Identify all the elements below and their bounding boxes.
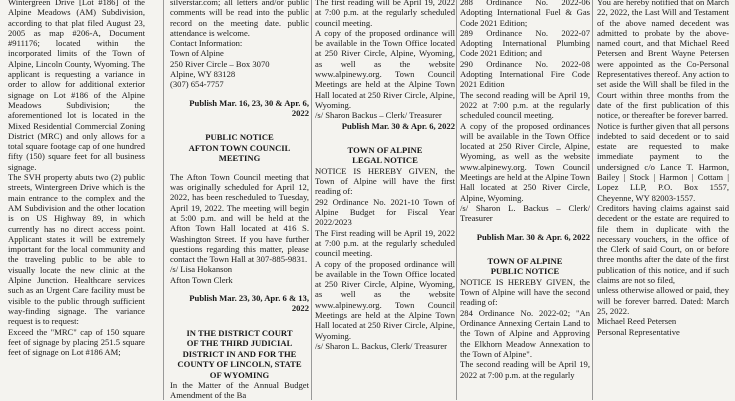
notice-text: NOTICE IS HEREBY GIVEN, the Town of Alpine will have the second reading of: bbox=[460, 276, 590, 308]
notice-text: A copy of the proposed ordinance will be available in the Town Office located at 250 River Circle, Alpine, Wyoming, as well as the website www.alpinewy.org. Town Council Meetings are held at the Alpine Town Hall located at 250 River Circle, Alpine, Wyoming. bbox=[315, 27, 455, 110]
notice-heading: OF THE THIRD JUDICIAL bbox=[186, 338, 293, 349]
signature-line: Personal Representative bbox=[597, 326, 680, 337]
probate-notice-paragraph: unless otherwise allowed or paid, they will be forever barred. Dated: March 25, 2022. bbox=[597, 285, 729, 316]
ordinance-line: 284 Ordinance No. 2022-02; "An Ordinance Annexing Certain Land to the Town of Alpine and Approving the Elkhorn Meadow Annexation to the Town of Alpine". bbox=[460, 307, 590, 359]
contact-line: Contact Information: bbox=[170, 38, 243, 49]
ordinance-line: 289 Ordinance No. 2022-07 Adopting International Plumbing Code 2021 Edition; and bbox=[460, 27, 590, 59]
notice-heading: OF WYOMING bbox=[209, 369, 270, 380]
column-3 bbox=[315, 0, 455, 351]
signature-line: /s/ Lisa Hokanson bbox=[170, 264, 233, 275]
probate-notice-paragraph: You are hereby notified that on March 22, 2022, the Last Will and Testament of the above named decedent was admitted to probate by the above-named court, and that Michael Reed Petersen and Brent Wayne Petersen were appointed as the Co-Personal Representatives thereof. Any action to set aside the Will shall be filed in the Court within three months from the date of the first publication of this notice, or thereafter be forever barred. bbox=[597, 0, 729, 121]
contact-line: 250 River Circle – Box 3070 bbox=[170, 58, 270, 69]
notice-text: The second reading will be April 19, 2022 at 7:00 p.m. at the regularly bbox=[460, 359, 590, 380]
notice-text: NOTICE IS HEREBY GIVEN, the Town of Alpine will have the first reading of: bbox=[315, 165, 455, 197]
notice-heading: TOWN OF ALPINE bbox=[347, 144, 423, 155]
ordinance-line: 290 Ordinance No. 2022-08 Adopting International Fire Code 2021 Edition bbox=[460, 58, 590, 90]
column-divider bbox=[592, 0, 593, 400]
column-4 bbox=[460, 0, 590, 380]
column-divider bbox=[456, 0, 457, 400]
probate-notice-paragraph: Creditors having claims against said decedent or the estate are required to file them in duplicate with the necessary vouchers, in the office of the Clerk of said Court, on or before three months after the date of the first publication of this notice, and if such claims are not so filed, bbox=[597, 202, 729, 286]
notice-heading: PUBLIC NOTICE bbox=[490, 266, 560, 277]
column-divider bbox=[311, 0, 312, 400]
ordinance-line: 288 Ordinance No. 2022-06 Adopting International Fuel & Gas Code 2021 Edition; bbox=[460, 0, 590, 28]
notice-heading: MEETING bbox=[218, 153, 261, 164]
publish-dates: Publish Mar. 23, 30, Apr. 6 & 13, 2022 bbox=[189, 293, 309, 314]
notice-heading: IN THE DISTRICT COURT bbox=[186, 327, 293, 338]
notice-text: The second reading will be April 19, 2022 at 7:00 p.m. at the regularly scheduled council meeting. bbox=[460, 89, 590, 121]
signature-line: Michael Reed Petersen bbox=[597, 316, 677, 327]
contact-line: Alpine, WY 83128 bbox=[170, 69, 236, 80]
publish-dates: Publish Mar. 30 & Apr. 6, 2022 bbox=[341, 120, 455, 131]
ordinance-line: 292 Ordinance No. 2021-10 Town of Alpine Budget for Fiscal Year 2022/2023 bbox=[315, 196, 455, 228]
notice-heading: DISTRICT IN AND FOR THE bbox=[182, 348, 297, 359]
signature-line: /s/ Sharon Backus – Clerk/ Treasurer bbox=[315, 110, 442, 121]
probate-notice-paragraph: Notice is further given that all persons indebted to said decedent or to said estate are requested to make immediate payment to the undersigned c/o Lance T. Harmon, Bailey | Stock | Harmon | Cottam | Lopez LLP, P.O. Box 1557, Cheyenne, WY 82003-1557. bbox=[597, 120, 729, 203]
signature-line: Afton Town Clerk bbox=[170, 274, 233, 285]
contact-line: Town of Alpine bbox=[170, 48, 224, 59]
publish-dates: Publish Mar. 30 & Apr. 6, 2022 bbox=[476, 231, 590, 242]
notice-text: The Afton Town Council meeting that was originally scheduled for April 12, 2022, has been rescheduled to Tuesday, April 19, 2022. The meeting will begin at 5:00 p.m. and will be held at the Afton Town Hall located at 416 S. Washington Street. If you have further questions regarding this matter, please contact the Town Hall at 307-885-9831. bbox=[170, 171, 309, 265]
notice-text: A copy of the proposed ordinances will be available in the Town Office located at 250 River Circle, Alpine, Wyoming, as well as the website www.alpinewy.org. Town Council Meetings are held at the Alpine Town Hall located at 250 River Circle, Alpine, Wyoming. bbox=[460, 120, 590, 203]
column-5 bbox=[597, 0, 729, 337]
notice-heading: LEGAL NOTICE bbox=[352, 155, 418, 166]
variance-notice-paragraph: Wintergreen Drive [Lot #186] of the Alpine Meadows (AM) Subdivision, according to that plat filed August 23, 2005 as map #206-A, Document #911176; located within the incorporated limits of the Town of Alpine, Lincoln County, Wyoming. The applicant is requesting a variance in order to allow for additional exterior signage on Lot #186 of the Alpine Meadows Subdivision; the aforementioned lot is located in the Mixed Residential Commercial Zoning District (MRC) and only allows for a total square footage cap of one hundred fifty (150) square feet for all business signage. bbox=[8, 0, 145, 172]
notice-heading: PUBLIC NOTICE bbox=[205, 132, 274, 143]
contact-line: (307) 654-7757 bbox=[170, 79, 224, 90]
column-1 bbox=[8, 0, 145, 357]
notice-text: The First reading will be April 19, 2022 at 7:00 p.m. at the regularly scheduled council meeting. bbox=[315, 227, 455, 259]
variance-notice-paragraph: Exceed the "MRC" cap of 150 square feet of signage by placing 251.5 square feet of signage on Lot #186 AM; bbox=[8, 326, 145, 358]
notice-heading: TOWN OF ALPINE bbox=[487, 255, 563, 266]
variance-notice-paragraph: The SVH property abuts two (2) public streets, Wintergreen Drive which is the main entrance to the complex and the AM Subdivision and the other location is on US Highway 89, in which currently has no direct access point. Applicant states it will be extremely important for the local community and the traveling public to be able to visually locate the new clinic at the Alpine Junction. Healthcare services such as an Urgent Care facility must be visible to the public through sufficient way-finding signage. The variance request is to request: bbox=[8, 172, 145, 327]
column-divider bbox=[163, 0, 164, 400]
notice-heading: AFTON TOWN COUNCIL bbox=[188, 142, 291, 153]
column-2 bbox=[170, 0, 309, 401]
notice-text: In the Matter of the Annual Budget Amendment of the Ba bbox=[170, 380, 309, 401]
notice-text: The first reading will be April 19, 2022 at 7:00 p.m. at the regularly scheduled council meeting. bbox=[315, 0, 455, 28]
notice-text: A copy of the proposed ordinance will be available in the Town Office located at 250 River Circle, Alpine, Wyoming, as well as the website www.alpinewy.org. Town Council Meetings are held at the Alpine Town Hall located at 250 River Circle, Alpine, Wyoming. bbox=[315, 258, 455, 341]
notice-text: silverstar.com; all letters and/or public comments will be read into the public record on the meeting date. public attendance is welcome. bbox=[170, 0, 309, 38]
signature-line: /s/ Sharon L. Backus – Clerk/ Treasurer bbox=[460, 202, 590, 224]
publish-dates: Publish Mar. 16, 23, 30 & Apr. 6, 2022 bbox=[189, 97, 309, 118]
signature-line: /s/ Sharon L. Backus, Clerk/ Treasurer bbox=[315, 340, 447, 351]
notice-heading: COUNTY OF LINCOLN, STATE bbox=[177, 359, 302, 370]
